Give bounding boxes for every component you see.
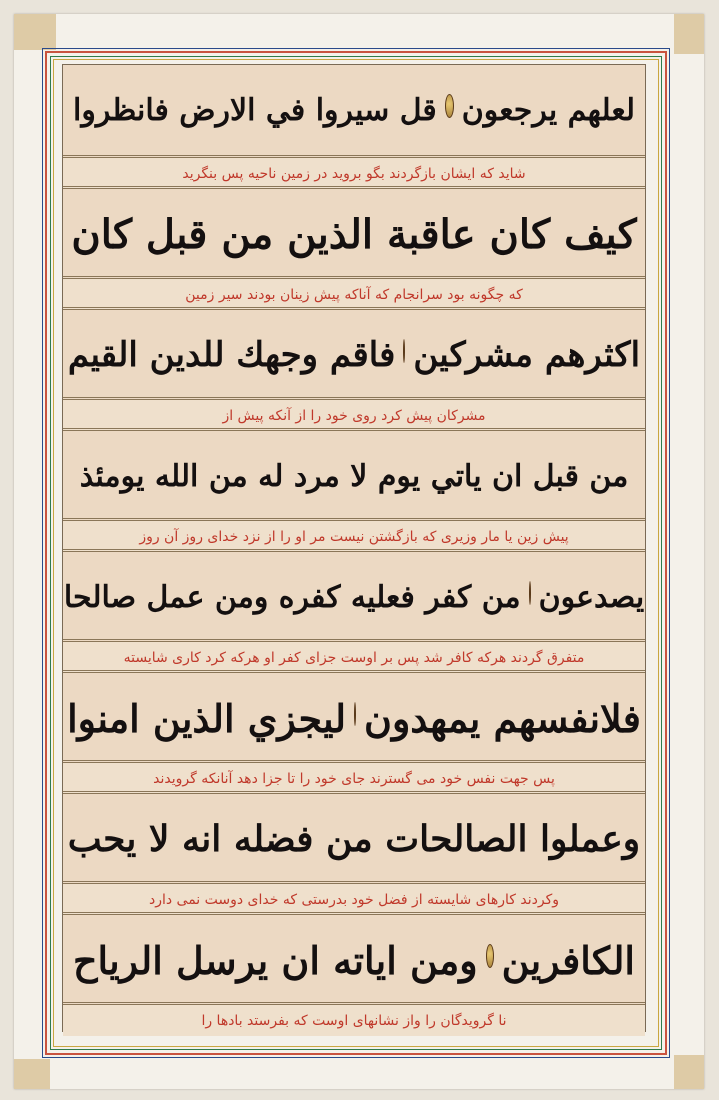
arabic-verse: لعلهم يرجعون قل سيروا في الارض فانظروا: [73, 92, 635, 128]
tape-top-left: [14, 14, 56, 50]
verse-marker-icon: [403, 339, 405, 363]
arabic-verse: وعملوا الصالحات من فضله انه لا يحب: [67, 818, 641, 860]
verse-marker-icon: [354, 702, 356, 726]
verse-marker-icon: [529, 581, 531, 605]
translation-row-5: [63, 639, 645, 673]
translation-row-2: [63, 276, 645, 310]
persian-translation: مشركان پيش كرد روى خود را از آنكه پيش از: [63, 400, 645, 431]
arabic-verse: الكافرين ومن اياته ان يرسل الرياح: [73, 937, 635, 983]
verse-row-1: [63, 65, 645, 155]
translation-row-4: [63, 518, 645, 552]
verse-row-6: [63, 670, 645, 763]
persian-translation: پس جهت نفس خود مى گسترند جاى خود را تا جزا دهد آنانكه گرويدند: [63, 763, 645, 794]
verse-marker-icon: [486, 944, 494, 968]
arabic-verse: اكثرهم مشركين فاقم وجهك للدين القيم: [67, 335, 641, 375]
verse-row-8: [63, 912, 645, 1005]
translation-row-1: [63, 155, 645, 189]
tape-top-right: [674, 14, 704, 54]
persian-translation: پيش زين يا مار وزيرى كه بازگشتن نيست مر او را از نزد خداى روز آن روز: [63, 521, 645, 552]
translation-row-6: [63, 760, 645, 794]
translation-row-3: [63, 397, 645, 431]
verse-row-5: [63, 549, 645, 642]
persian-translation: كه چگونه بود سرانجام كه آناكه پيش زينان بودند سير زمين: [63, 279, 645, 310]
arabic-verse: من قبل ان ياتي يوم لا مرد له من الله يومئذ: [79, 458, 629, 494]
verse-marker-icon: [445, 94, 454, 118]
persian-translation: وكردند كارهاى شايسته از فضل خود بدرستى كه خداى دوست نمى دارد: [63, 884, 645, 915]
verse-row-7: [63, 791, 645, 884]
arabic-verse: كيف كان عاقبة الذين من قبل كان: [71, 210, 637, 258]
verse-row-2: [63, 186, 645, 279]
tape-bottom-left: [14, 1059, 50, 1089]
verse-row-4: [63, 428, 645, 521]
text-panel: [62, 64, 646, 1032]
tape-bottom-right: [674, 1055, 704, 1089]
verse-row-3: [63, 307, 645, 400]
translation-row-8: [63, 1002, 645, 1036]
persian-translation: نا گرويدگان را واز نشانهاى اوست كه بفرستد بادها را: [63, 1005, 645, 1036]
arabic-verse: فلانفسهم يمهدون ليجزي الذين امنوا: [67, 695, 641, 741]
arabic-verse: يصدعون من كفر فعليه كفره ومن عمل صالحا: [63, 579, 645, 615]
persian-translation: متفرق گردند هركه كافر شد پس بر اوست جزاى كفر او هركه كرد كارى شايسته: [63, 642, 645, 673]
translation-row-7: [63, 881, 645, 915]
persian-translation: شايد كه ايشان بازگردند بگو برويد در زمين ناحيه پس بنگريد: [63, 158, 645, 189]
